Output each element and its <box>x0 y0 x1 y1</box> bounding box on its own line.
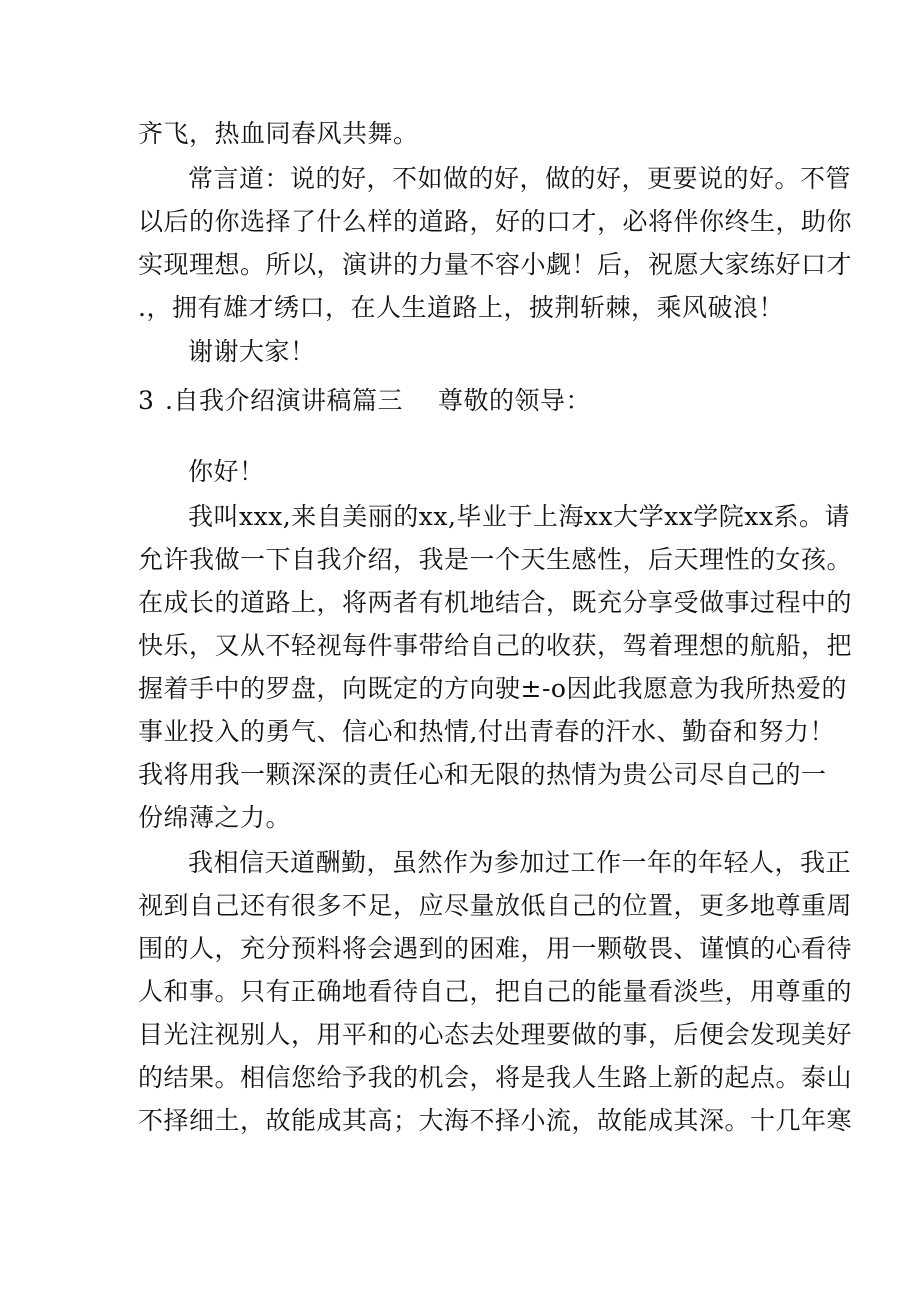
paragraph-line: 围的人，充分预料将会遇到的困难，用一颗敬畏、谨慎的心看待 <box>138 934 853 963</box>
greeting: 尊敬的领导： <box>438 386 592 415</box>
paragraph-line: 以后的你选择了什么样的道路，好的口才，必将伴你终生，助你 <box>138 207 853 236</box>
paragraph-line: 实现理想。所以，演讲的力量不容小觑！后，祝愿大家练好口才 <box>138 250 853 279</box>
paragraph-line: 常言道：说的好，不如做的好，做的好，更要说的好。不管 <box>188 164 852 193</box>
paragraph-line: 我将用我一颗深深的责任心和无限的热情为贵公司尽自己的一 <box>138 760 827 789</box>
section-title: .自我介绍演讲稿篇三 <box>165 386 403 415</box>
paragraph-line: 目光注视别人，用平和的心态去处理要做的事，后便会发现美好 <box>138 1020 853 1049</box>
paragraph-line: 允许我做一下自我介绍，我是一个天生感性，后天理性的女孩。 <box>138 545 853 574</box>
paragraph-line: 份绵薄之力。 <box>138 803 292 832</box>
paragraph-line: 人和事。只有正确地看待自己，把自己的能量看淡些，用尊重的 <box>138 977 853 1006</box>
closing-thanks: 谢谢大家！ <box>188 337 316 366</box>
section-number: 3 <box>138 386 155 415</box>
paragraph-line: 握着手中的罗盘，向既定的方向驶±-o因此我愿意为我所热爱的 <box>138 674 847 703</box>
paragraph-line: .，拥有雄才绣口，在人生道路上，披荆斩棘，乘风破浪！ <box>138 293 784 322</box>
paragraph-line: 我叫xxx,来自美丽的xx,毕业于上海xx大学xx学院xx系。请 <box>188 502 850 531</box>
paragraph-line: 我相信天道酬勤，虽然作为参加过工作一年的年轻人，我正 <box>188 848 852 877</box>
paragraph-line: 在成长的道路上，将两者有机地结合，既充分享受做事过程中的 <box>138 588 853 617</box>
paragraph-line: 事业投入的勇气、信心和热情,付出青春的汗水、勤奋和努力！ <box>138 717 835 746</box>
paragraph-line: 齐飞，热血同春风共舞。 <box>138 119 419 148</box>
paragraph-line: 视到自己还有很多不足，应尽量放低自己的位置，更多地尊重周 <box>138 891 853 920</box>
paragraph-line: 不择细土，故能成其高；大海不择小流，故能成其深。十几年寒 <box>138 1106 853 1135</box>
paragraph-line: 快乐，又从不轻视每件事带给自己的收获，驾着理想的航船，把 <box>138 631 853 660</box>
paragraph-line: 的结果。相信您给予我的机会，将是我人生路上新的起点。泰山 <box>138 1063 853 1092</box>
hello-line: 你好！ <box>188 457 265 486</box>
